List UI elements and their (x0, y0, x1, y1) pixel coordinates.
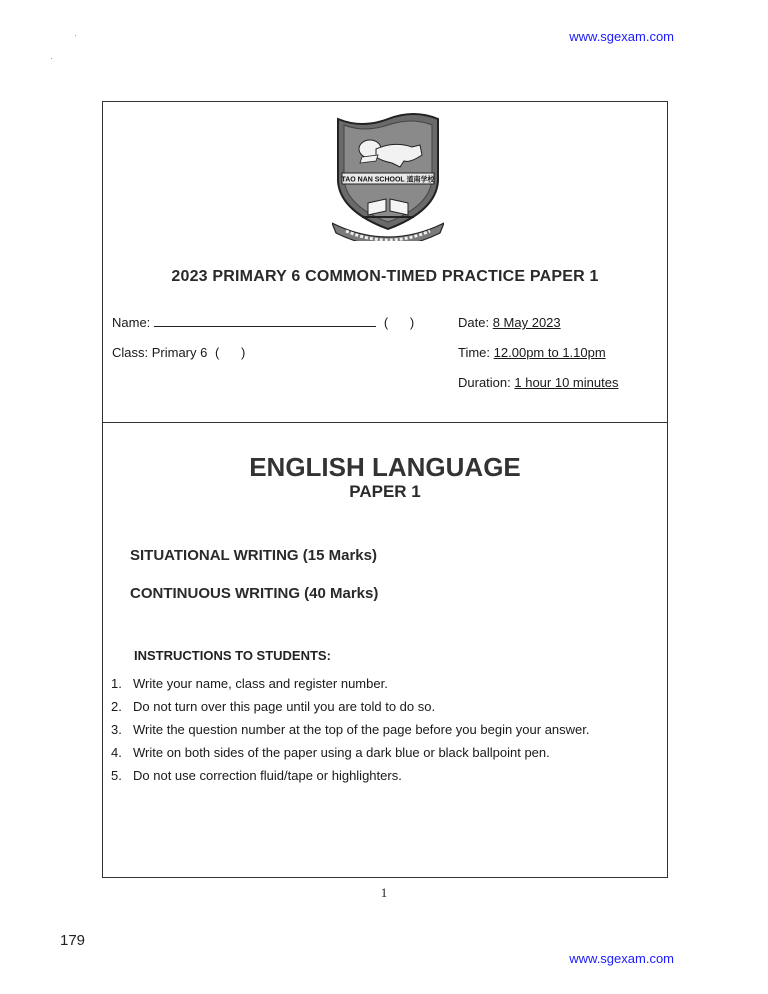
date-field (458, 315, 561, 330)
name-blank-line[interactable] (154, 316, 376, 327)
section-situational-writing: SITUATIONAL WRITING (15 Marks) (130, 547, 377, 564)
duration-field (458, 375, 618, 390)
paper-number: PAPER 1 (349, 482, 421, 501)
time-label: Time: (458, 345, 491, 360)
shield-icon (332, 111, 444, 241)
class-field[interactable] (112, 345, 245, 360)
time-field (458, 345, 606, 360)
scan-speck (75, 35, 76, 36)
scan-speck (51, 58, 52, 59)
instruction-item: 4. Write on both sides of the paper using a dark blue or black ballpoint pen. (111, 745, 550, 760)
section-continuous-writing: CONTINUOUS WRITING (40 Marks) (130, 585, 379, 602)
paper-title: 2023 PRIMARY 6 COMMON-TIMED PRACTICE PAPER 1 (171, 268, 599, 285)
class-paren: ( ) (214, 345, 246, 360)
instruction-item: 1. Write your name, class and register number. (111, 676, 388, 691)
instruction-item: 5. Do not use correction fluid/tape or highlighters. (111, 768, 402, 783)
name-label: Name: (112, 315, 151, 330)
school-crest (332, 111, 444, 241)
page-number: 1 (380, 885, 388, 900)
duration-label: Duration: (458, 375, 511, 390)
instructions-list (111, 675, 590, 790)
time-value: 12.00pm to 1.10pm (493, 345, 606, 360)
duration-value: 1 hour 10 minutes (514, 375, 619, 390)
sheet-number: 179 (60, 932, 86, 949)
date-label: Date: (458, 315, 490, 330)
watermark-link-bottom[interactable]: www.sgexam.com (569, 951, 674, 966)
subject-title: ENGLISH LANGUAGE (249, 452, 521, 482)
svg-text:TAO NAN SCHOOL 道南学校: TAO NAN SCHOOL 道南学校 (341, 176, 435, 184)
instructions-heading: INSTRUCTIONS TO STUDENTS: (134, 648, 331, 663)
instruction-item: 2. Do not turn over this page until you are told to do so. (111, 699, 436, 714)
register-number-paren: ( ) (383, 315, 415, 330)
section-divider (102, 422, 668, 423)
class-label: Class: Primary 6 (112, 345, 208, 360)
date-value: 8 May 2023 (492, 315, 561, 330)
name-field[interactable] (112, 315, 414, 330)
instruction-item: 3. Write the question number at the top of the page before you begin your answer. (111, 722, 590, 737)
watermark-link-top[interactable]: www.sgexam.com (569, 29, 674, 44)
